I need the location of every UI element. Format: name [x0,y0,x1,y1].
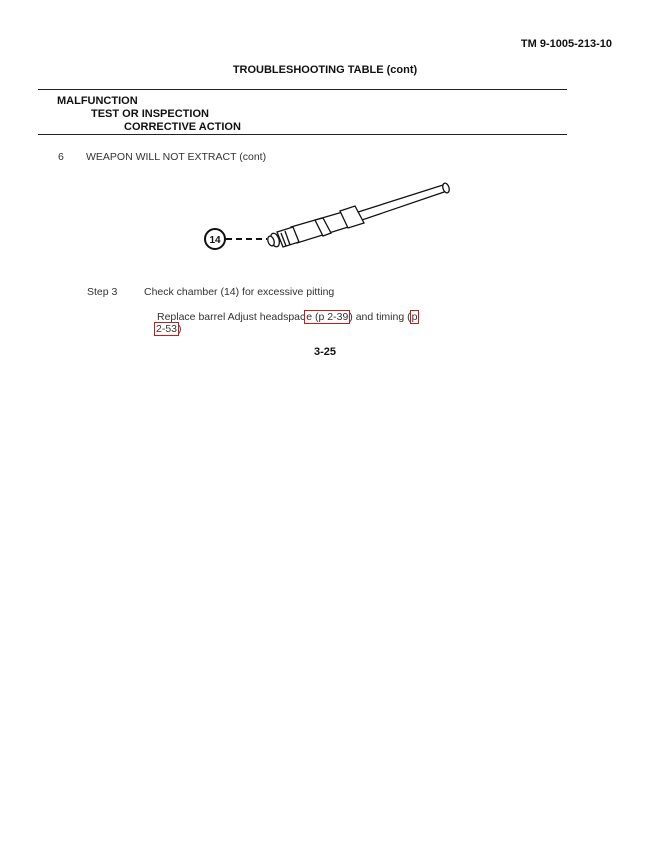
callout-number: 14 [209,235,221,246]
barrel-chamber-icon [195,175,465,260]
page-number: 3-25 [313,346,337,358]
corrective-action-line-1 [157,311,418,323]
tm-number: TM 9-1005-213-10 [520,38,612,50]
barrel-drawing [267,182,451,248]
header-rule-top [38,89,567,90]
timing-page-link-end[interactable]: 2-53 [156,323,178,335]
corrective-action-line-2 [155,323,182,335]
page-title: TROUBLESHOOTING TABLE (cont) [232,64,418,76]
step-label: Step 3 [87,286,118,298]
timing-page-link-start[interactable]: p [411,311,418,323]
malfunction-title: WEAPON WILL NOT EXTRACT (cont) [86,151,267,163]
header-rule-bottom [38,134,567,135]
corrective-text-b: ) and timing ( [349,311,411,323]
column-header-malfunction: MALFUNCTION [57,95,138,107]
step-instruction: Check chamber (14) for excessive pitting [144,286,335,298]
headspace-page-link[interactable]: e (p 2-39 [306,311,349,323]
corrective-text-c: ) [178,323,182,335]
corrective-text-a: Replace barrel Adjust headspac [157,311,306,323]
malfunction-number: 6 [58,151,64,163]
column-header-corrective-action: CORRECTIVE ACTION [124,121,241,133]
column-header-test-or-inspection: TEST OR INSPECTION [91,108,209,120]
